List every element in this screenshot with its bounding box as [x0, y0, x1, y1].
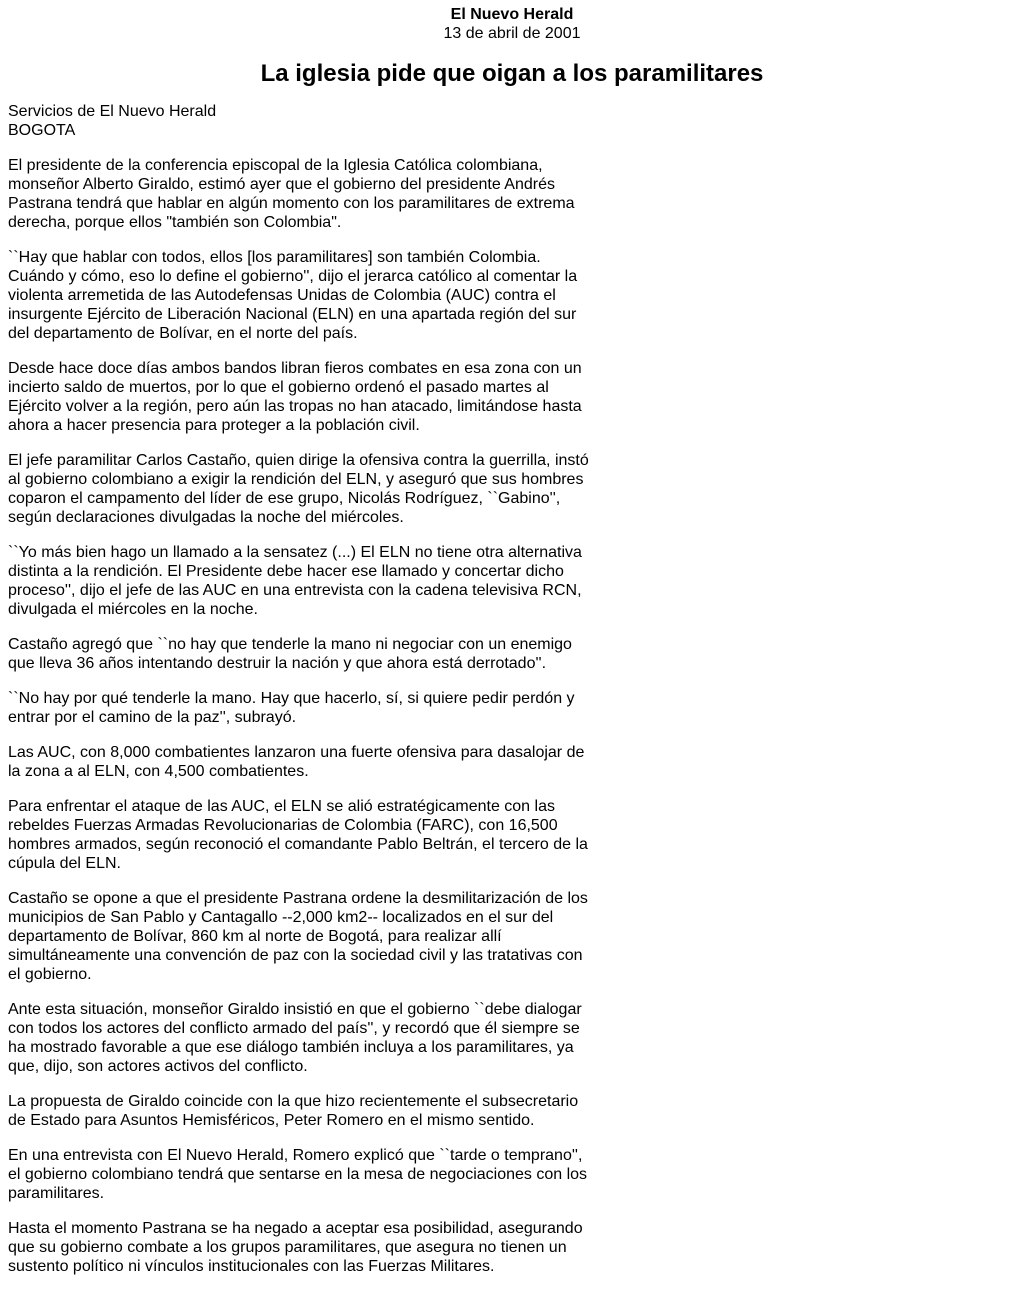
article-paragraph: ``Hay que hablar con todos, ellos [los paramilitares] son también Colombia. Cuándo y cómo, eso lo define el gobierno'', dijo el jerarca católico al comentar la violenta arremetida de las Autodefensas Unidas de Colombia (AUC) contra el insurgente Ejército de Liberación Nacional (ELN) en una apartada región del sur del departamento de Bolívar, en el norte del país. [8, 249, 578, 342]
article-body [8, 156, 593, 1276]
masthead [8, 5, 1016, 43]
publication-name: El Nuevo Herald [450, 6, 574, 23]
article-paragraph: Hasta el momento Pastrana se ha negado a aceptar esa posibilidad, asegurando que su gobierno combate a los grupos paramilitares, que asegura no tienen un sustento político ni vínculos institucionales con las Fuerzas Militares. [8, 1220, 583, 1275]
article-headline: La iglesia pide que oigan a los paramilitares [260, 60, 764, 87]
byline-source: Servicios de El Nuevo Herald [8, 103, 217, 120]
article-paragraph: Las AUC, con 8,000 combatientes lanzaron una fuerte ofensiva para dasalojar de la zona a al ELN, con 4,500 combatientes. [8, 744, 585, 780]
byline-dateline: BOGOTA [8, 122, 76, 139]
byline [8, 102, 1016, 140]
article-paragraph: El jefe paramilitar Carlos Castaño, quien dirige la ofensiva contra la guerrilla, instó al gobierno colombiano a exigir la rendición del ELN, y aseguró que sus hombres coparon el campamento del líder de ese grupo, Nicolás Rodríguez, ``Gabino'', según declaraciones divulgadas la noche del miércoles. [8, 452, 589, 526]
article-paragraph: ``No hay por qué tenderle la mano. Hay que hacerlo, sí, si quiere pedir perdón y entrar por el camino de la paz'', subrayó. [8, 690, 575, 726]
article-paragraph: Ante esta situación, monseñor Giraldo insistió en que el gobierno ``debe dialogar con todos los actores del conflicto armado del país'', y recordó que él siempre se ha mostrado favorable a que ese diálogo también incluya a los paramilitares, ya que, dijo, son actores activos del conflicto. [8, 1001, 582, 1075]
article-paragraph: Desde hace doce días ambos bandos libran fieros combates en esa zona con un incierto saldo de muertos, por lo que el gobierno ordenó el pasado martes al Ejército volver a la región, pero aún las tropas no han atacado, limitándose hasta ahora a hacer presencia para proteger a la población civil. [8, 360, 582, 434]
article-paragraph: La propuesta de Giraldo coincide con la que hizo recientemente el subsecretario de Estado para Asuntos Hemisféricos, Peter Romero en el mismo sentido. [8, 1093, 579, 1129]
article-paragraph: En una entrevista con El Nuevo Herald, Romero explicó que ``tarde o temprano'', el gobierno colombiano tendrá que sentarse en la mesa de negociaciones con los paramilitares. [8, 1147, 588, 1202]
publication-date: 13 de abril de 2001 [443, 25, 581, 42]
article-paragraph: Castaño se opone a que el presidente Pastrana ordene la desmilitarización de los municipios de San Pablo y Cantagallo --2,000 km2-- localizados en el sur del departamento de Bolívar, 860 km al norte de Bogotá, para realizar allí simultáneamente una convención de paz con la sociedad civil y las tratativas con el gobierno. [8, 890, 588, 983]
article-paragraph: Para enfrentar el ataque de las AUC, el ELN se alió estratégicamente con las rebeldes Fuerzas Armadas Revolucionarias de Colombia (FARC), con 16,500 hombres armados, según reconoció el comandante Pablo Beltrán, el tercero de la cúpula del ELN. [8, 798, 588, 872]
article-paragraph: Castaño agregó que ``no hay que tenderle la mano ni negociar con un enemigo que lleva 36 años intentando destruir la nación y que ahora está derrotado''. [8, 636, 572, 672]
article-paragraph: El presidente de la conferencia episcopal de la Iglesia Católica colombiana, monseñor Alberto Giraldo, estimó ayer que el gobierno del presidente Andrés Pastrana tendrá que hablar en algún momento con los paramilitares de extrema derecha, porque ellos "también son Colombia". [8, 157, 575, 231]
article-paragraph: ``Yo más bien hago un llamado a la sensatez (...) El ELN no tiene otra alternativa distinta a la rendición. El Presidente debe hacer ese llamado y concertar dicho proceso'', dijo el jefe de las AUC en una entrevista con la cadena televisiva RCN, divulgada el miércoles en la noche. [8, 544, 582, 618]
